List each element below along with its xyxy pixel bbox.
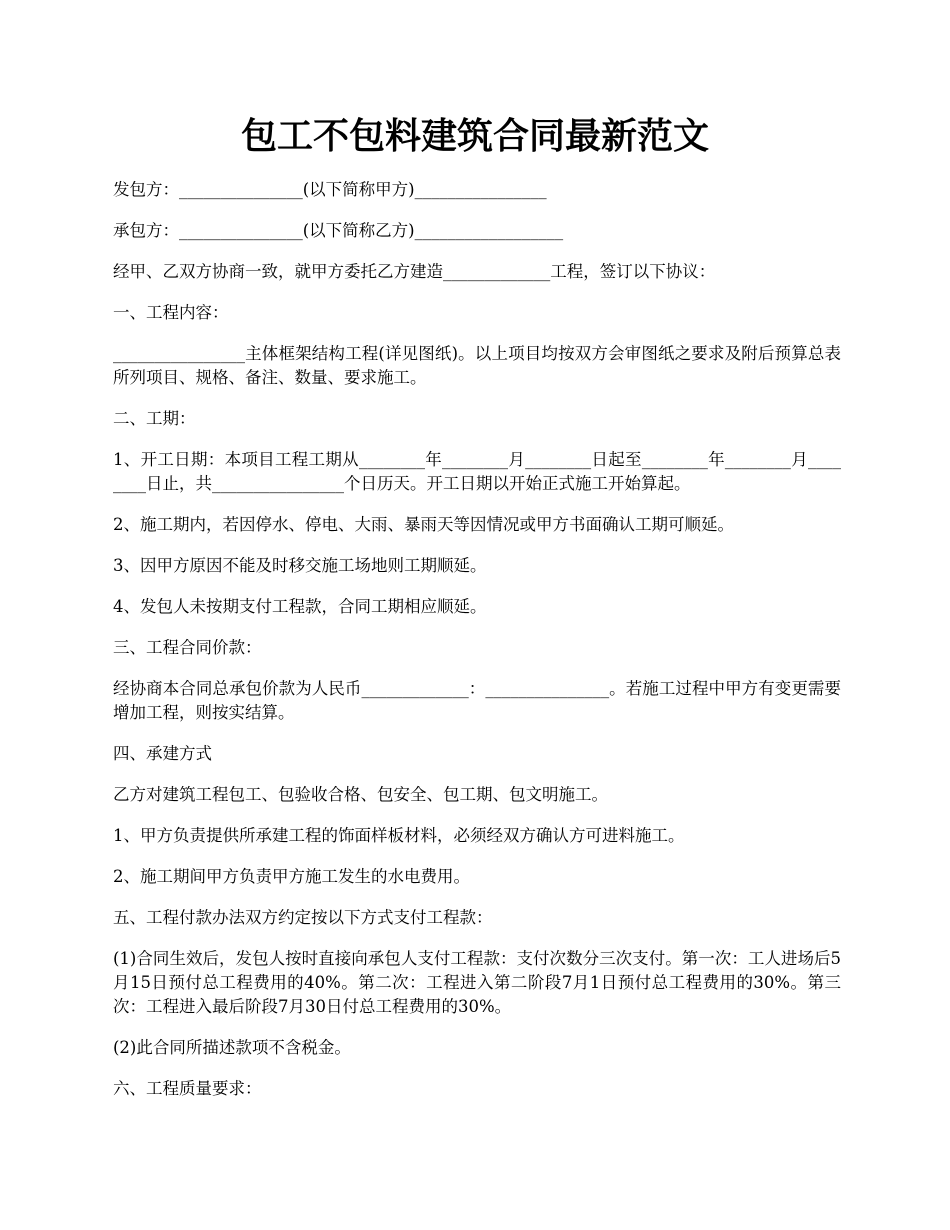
section-heading-contract-method: 四、承建方式 [113, 744, 212, 763]
paragraph-contractee-party: 承包方：_______________(以下简称乙方)__________________ [113, 221, 564, 240]
paragraph-tax-note: (2)此合同所描述款项不含税金。 [113, 1038, 351, 1057]
paragraph-contract-scope: 乙方对建筑工程包工、包验收合格、包安全、包工期、包文明施工。 [113, 785, 608, 804]
paragraph-materials: 1、甲方负责提供所承建工程的饰面样板材料，必须经双方确认方可进料施工。 [113, 826, 685, 845]
document-body [113, 178, 841, 1118]
paragraph-start-date: 1、开工日期：本项目工程工期从________年________月________日起至________年________月________日止，共________________个日历天。开工日期以开始正式施工开始算起。 [113, 450, 841, 493]
paragraph-site-extension: 3、因甲方原因不能及时移交施工场地则工期顺延。 [113, 556, 487, 575]
paragraph-agreement-intro: 经甲、乙双方协商一致，就甲方委托乙方建造_____________工程，签订以下协议： [113, 262, 716, 281]
document-title: 包工不包料建筑合同最新范文 [240, 115, 709, 157]
section-heading-schedule: 二、工期： [113, 409, 196, 428]
paragraph-utilities: 2、施工期间甲方负责甲方施工发生的水电费用。 [113, 867, 470, 886]
paragraph-payment-schedule: (1)合同生效后，发包人按时直接向承包人支付工程款：支付次数分三次支付。第一次：工人进场后5月15日预付总工程费用的40%。第二次：工程进入第二阶段7月1日预付总工程费用的30%。第三次：工程进入最后阶段7月30日付总工程费用的30%。 [113, 949, 841, 1016]
paragraph-weather-extension: 2、施工期内，若因停水、停电、大雨、暴雨天等因情况或甲方书面确认工期可顺延。 [113, 515, 734, 534]
section-heading-project-content: 一、工程内容： [113, 303, 229, 322]
paragraph-project-content: ________________主体框架结构工程(详见图纸)。以上项目均按双方会审图纸之要求及附后预算总表所列项目、规格、备注、数量、要求施工。 [113, 344, 841, 387]
paragraph-payment-extension: 4、发包人未按期支付工程款，合同工期相应顺延。 [113, 597, 487, 616]
section-heading-quality: 六、工程质量要求： [113, 1079, 262, 1098]
paragraph-contract-price: 经协商本合同总承包价款为人民币_____________：_______________。若施工过程中甲方有变更需要增加工程，则按实结算。 [113, 679, 841, 722]
section-heading-contract-price: 三、工程合同价款： [113, 638, 262, 657]
paragraph-contractor-party: 发包方：_______________(以下简称甲方)________________ [113, 180, 547, 199]
section-heading-payment-method: 五、工程付款办法双方约定按以下方式支付工程款： [113, 908, 493, 927]
